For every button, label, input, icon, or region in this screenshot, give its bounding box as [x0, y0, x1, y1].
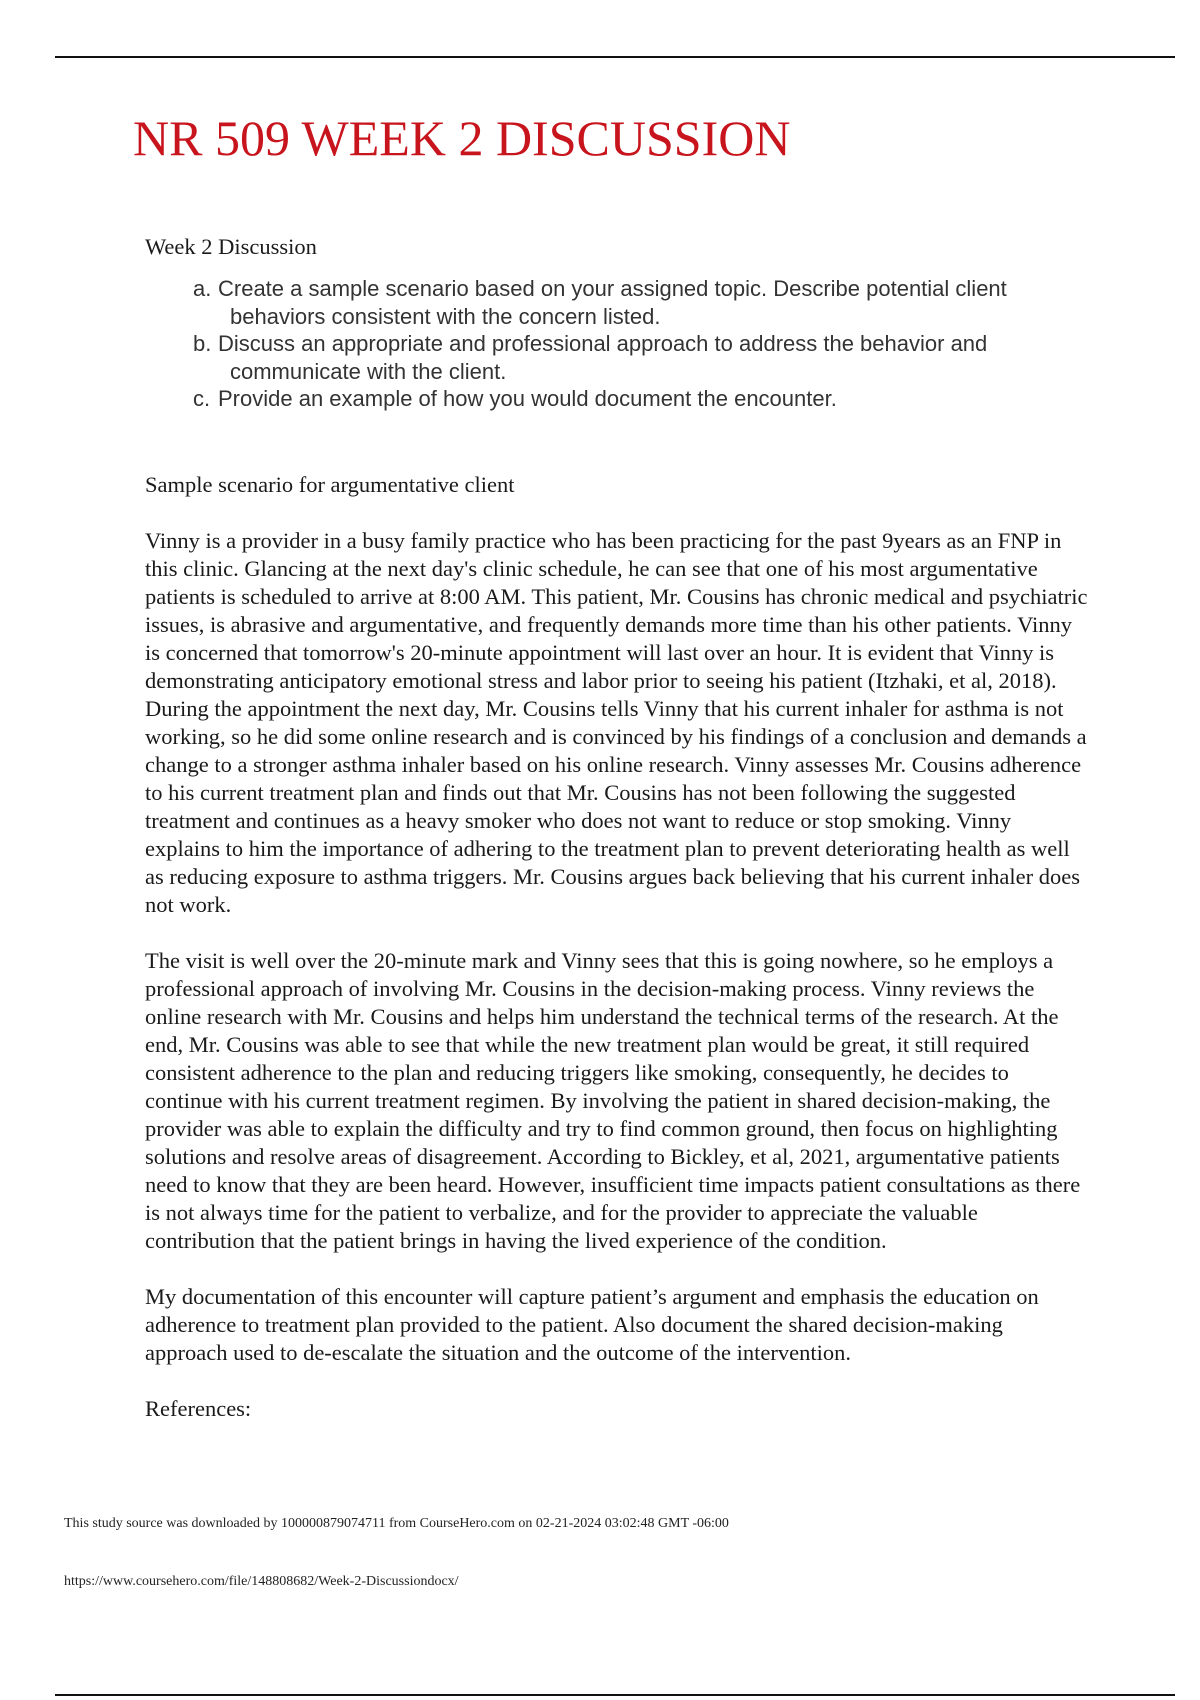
- paragraph-documentation: My documentation of this encounter will capture patient’s argument and emphasis the education on adherence to treatment plan provided to the patient. Also document the shared decision-making approach used to de-escalate the situation and the outcome of the intervention.: [145, 1283, 1039, 1365]
- list-item: [193, 330, 1090, 385]
- list-item: [193, 385, 1090, 413]
- document-body: [145, 233, 1090, 1423]
- list-item: [193, 275, 1090, 330]
- prompt-text: Create a sample scenario based on your assigned topic. Describe potential client: [218, 276, 1007, 301]
- paragraph-scenario: Vinny is a provider in a busy family practice who has been practicing for the past 9years as an FNP in this clinic. Glancing at the next day's clinic schedule, he can see that one of his most argumentative patients is scheduled to arrive at 8:00 AM. This patient, Mr. Cousins has chronic medical and psychiatric issues, is abrasive and argumentative, and frequently demands more time than his other patients. Vinny is concerned that tomorrow's 20-minute appointment will last over an hour. It is evident that Vinny is demonstrating anticipatory emotional stress and labor prior to seeing his patient (Itzhaki, et al, 2018). During the appointment the next day, Mr. Cousins tells Vinny that his current inhaler for asthma is not working, so he did some online research and is convinced by his findings of a conclusion and demands a change to a stronger asthma inhaler based on his online research. Vinny assesses Mr. Cousins adherence to his current treatment plan and finds out that Mr. Cousins has not been following the suggested treatment and continues as a heavy smoker who does not want to reduce or stop smoking. Vinny explains to him the importance of adhering to the treatment plan to prevent deteriorating health as well as reducing exposure to asthma triggers. Mr. Cousins argues back believing that his current inhaler does not work.: [145, 527, 1088, 917]
- bottom-rule: [55, 1694, 1175, 1696]
- paragraph-approach: The visit is well over the 20-minute mark and Vinny sees that this is going nowhere, so he employs a professional approach of involving Mr. Cousins in the decision-making process. Vinny reviews the online research with Mr. Cousins and helps him understand the technical terms of the research. At the end, Mr. Cousins was able to see that while the new treatment plan would be great, it still required consistent adherence to the plan and reducing triggers like smoking, consequently, he decides to continue with his current treatment regimen. By involving the patient in shared decision-making, the provider was able to explain the difficulty and try to find common ground, then focus on highlighting solutions and resolve areas of disagreement. According to Bickley, et al, 2021, argumentative patients need to know that they are been heard. However, insufficient time impacts patient consultations as there is not always time for the patient to verbalize, and for the provider to appreciate the valuable contribution that the patient brings in having the lived experience of the condition.: [145, 947, 1081, 1253]
- scenario-heading: Sample scenario for argumentative client: [145, 471, 515, 497]
- prompt-text-continued: communicate with the client.: [230, 358, 507, 384]
- list-marker: b.: [193, 331, 212, 356]
- page-title: NR 509 WEEK 2 DISCUSSION: [133, 110, 791, 166]
- prompt-text-continued: behaviors consistent with the concern listed.: [230, 303, 661, 329]
- download-source-note: This study source was downloaded by 100000879074711 from CourseHero.com on 02-21-2024 03:02:48 GMT -06:00: [64, 1516, 729, 1531]
- subheading: Week 2 Discussion: [145, 234, 317, 259]
- list-marker: c.: [193, 386, 211, 411]
- source-url: https://www.coursehero.com/file/148808682/Week-2-Discussiondocx/: [64, 1574, 459, 1589]
- references-heading: References:: [145, 1395, 252, 1421]
- prompt-text: Discuss an appropriate and professional approach to address the behavior and: [218, 331, 988, 356]
- top-rule: [55, 56, 1175, 58]
- prompt-list: [145, 275, 1090, 413]
- list-marker: a.: [193, 276, 212, 301]
- prompt-text: Provide an example of how you would document the encounter.: [218, 386, 837, 411]
